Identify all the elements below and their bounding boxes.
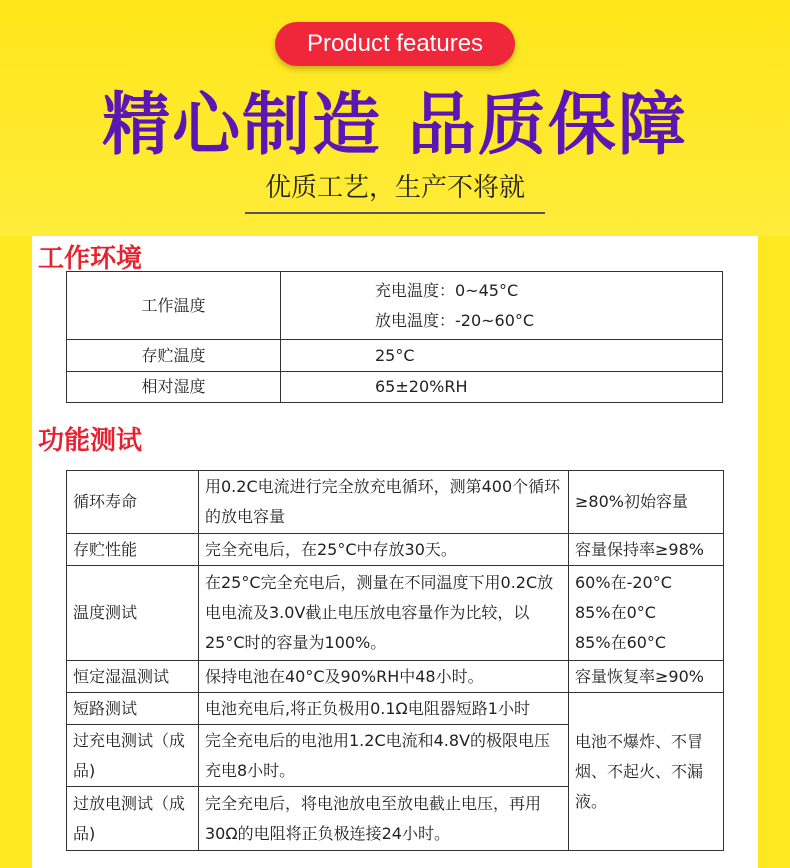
env-value: 65±20%RH: [281, 372, 723, 403]
test-method: 完全充电后的电池用1.2C电流和4.8V的极限电压充电8小时。: [199, 725, 569, 787]
env-value: 放电温度：-20~60°C: [375, 310, 535, 330]
environment-title: 工作环境: [38, 244, 143, 274]
env-value: 充电温度：0~45°C: [375, 280, 519, 300]
subline-underline: [245, 212, 545, 214]
function-test-title: 功能测试: [38, 426, 143, 456]
test-item: 过放电测试（成品): [67, 787, 199, 851]
environment-table: [66, 271, 723, 403]
test-item: 循环寿命: [67, 471, 199, 534]
product-features-badge: Product features: [275, 22, 515, 66]
test-method: 电池充电后,将正负极用0.1Ω电阻器短路1小时: [199, 693, 569, 725]
test-item: 温度测试: [67, 566, 199, 661]
test-result: ≥80%初始容量: [569, 471, 724, 534]
table-row: [67, 534, 724, 566]
table-row: [67, 272, 723, 340]
test-result: 85%在0°C: [575, 603, 656, 622]
test-method: 用0.2C电流进行完全放充电循环，测第400个循环的放电容量: [199, 471, 569, 534]
test-item: 存贮性能: [67, 534, 199, 566]
test-result: 容量保持率≥98%: [569, 534, 724, 566]
subline: 优质工艺，生产不将就: [264, 173, 525, 203]
test-item: 恒定湿温测试: [67, 661, 199, 693]
env-label: 相对湿度: [67, 372, 281, 403]
table-row: [67, 566, 724, 661]
headline: 精心制造 品质保障: [102, 86, 688, 165]
function-test-table: [66, 470, 724, 851]
table-row: [67, 693, 724, 725]
test-result: 60%在-20°C: [575, 573, 672, 592]
env-label: 存贮温度: [67, 340, 281, 372]
test-result: 85%在60°C: [575, 633, 667, 652]
table-row: [67, 661, 724, 693]
test-item: 过充电测试（成品): [67, 725, 199, 787]
test-result: 容量恢复率≥90%: [569, 661, 724, 693]
test-method: 完全充电后，在25°C中存放30天。: [199, 534, 569, 566]
test-method: 完全充电后，将电池放电至放电截止电压，再用30Ω的电阻将正负极连接24小时。: [199, 787, 569, 851]
table-row: [67, 372, 723, 403]
shared-result: 电池不爆炸、不冒烟、不起火、不漏液。: [569, 693, 724, 851]
test-method: 保持电池在40°C及90%RH中48小时。: [199, 661, 569, 693]
test-item: 短路测试: [67, 693, 199, 725]
table-row: [67, 340, 723, 372]
table-row: [67, 471, 724, 534]
test-method: 在25°C完全充电后，测量在不同温度下用0.2C放电电流及3.0V截止电压放电容量作为比较，以25°C时的容量为100%。: [199, 566, 569, 661]
env-label: 工作温度: [67, 272, 281, 340]
env-value: 25°C: [281, 340, 723, 372]
header-banner: [0, 0, 790, 236]
